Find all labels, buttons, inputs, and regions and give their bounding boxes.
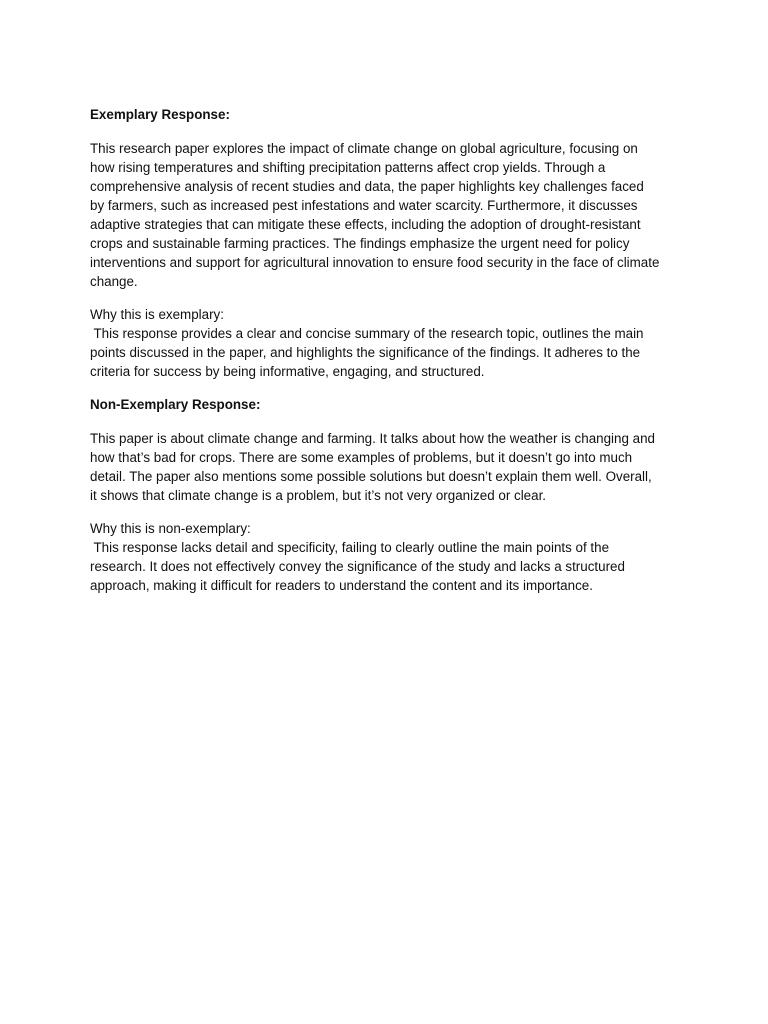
- text-line: approach, making it difficult for readers to understand the content and its importance.: [90, 578, 593, 593]
- text-line: research. It does not effectively convey the significance of the study and lacks a structured: [90, 559, 625, 574]
- exemplary-why-label: Why this is exemplary:: [90, 307, 224, 322]
- text-line: it shows that climate change is a problem, but it’s not very organized or clear.: [90, 488, 547, 503]
- text-line: This response provides a clear and concise summary of the research topic, outlines the main: [90, 326, 644, 341]
- text-line: crops and sustainable farming practices. The findings emphasize the urgent need for policy: [90, 236, 630, 251]
- text-line: by farmers, such as increased pest infestations and water scarcity. Furthermore, it discusses: [90, 198, 638, 213]
- text-line: change.: [90, 274, 138, 289]
- non-exemplary-why-paragraph: [90, 538, 690, 595]
- text-line: points discussed in the paper, and highlights the significance of the findings. It adheres to the: [90, 345, 641, 360]
- text-line: This research paper explores the impact of climate change on global agriculture, focusing on: [90, 141, 638, 156]
- exemplary-why-paragraph: [90, 324, 690, 381]
- non-exemplary-heading: Non-Exemplary Response:: [90, 397, 261, 412]
- text-line: comprehensive analysis of recent studies and data, the paper highlights key challenges faced: [90, 179, 644, 194]
- non-exemplary-response-paragraph: [90, 429, 690, 505]
- text-line: adaptive strategies that can mitigate these effects, including the adoption of drought-resistant: [90, 217, 641, 232]
- text-line: detail. The paper also mentions some possible solutions but doesn’t explain them well. Overall,: [90, 469, 652, 484]
- text-line: This paper is about climate change and farming. It talks about how the weather is changing and: [90, 431, 655, 446]
- text-line: This response lacks detail and specificity, failing to clearly outline the main points of the: [90, 540, 610, 555]
- text-line: criteria for success by being informative, engaging, and structured.: [90, 364, 485, 379]
- exemplary-heading: Exemplary Response:: [90, 107, 230, 122]
- non-exemplary-why-label: Why this is non-exemplary:: [90, 521, 251, 536]
- text-line: how that’s bad for crops. There are some examples of problems, but it doesn’t go into much: [90, 450, 633, 465]
- text-line: interventions and support for agricultural innovation to ensure food security in the face of climate: [90, 255, 660, 270]
- text-line: how rising temperatures and shifting precipitation patterns affect crop yields. Through a: [90, 160, 606, 175]
- document-page: [90, 105, 690, 609]
- exemplary-response-paragraph: [90, 139, 690, 291]
